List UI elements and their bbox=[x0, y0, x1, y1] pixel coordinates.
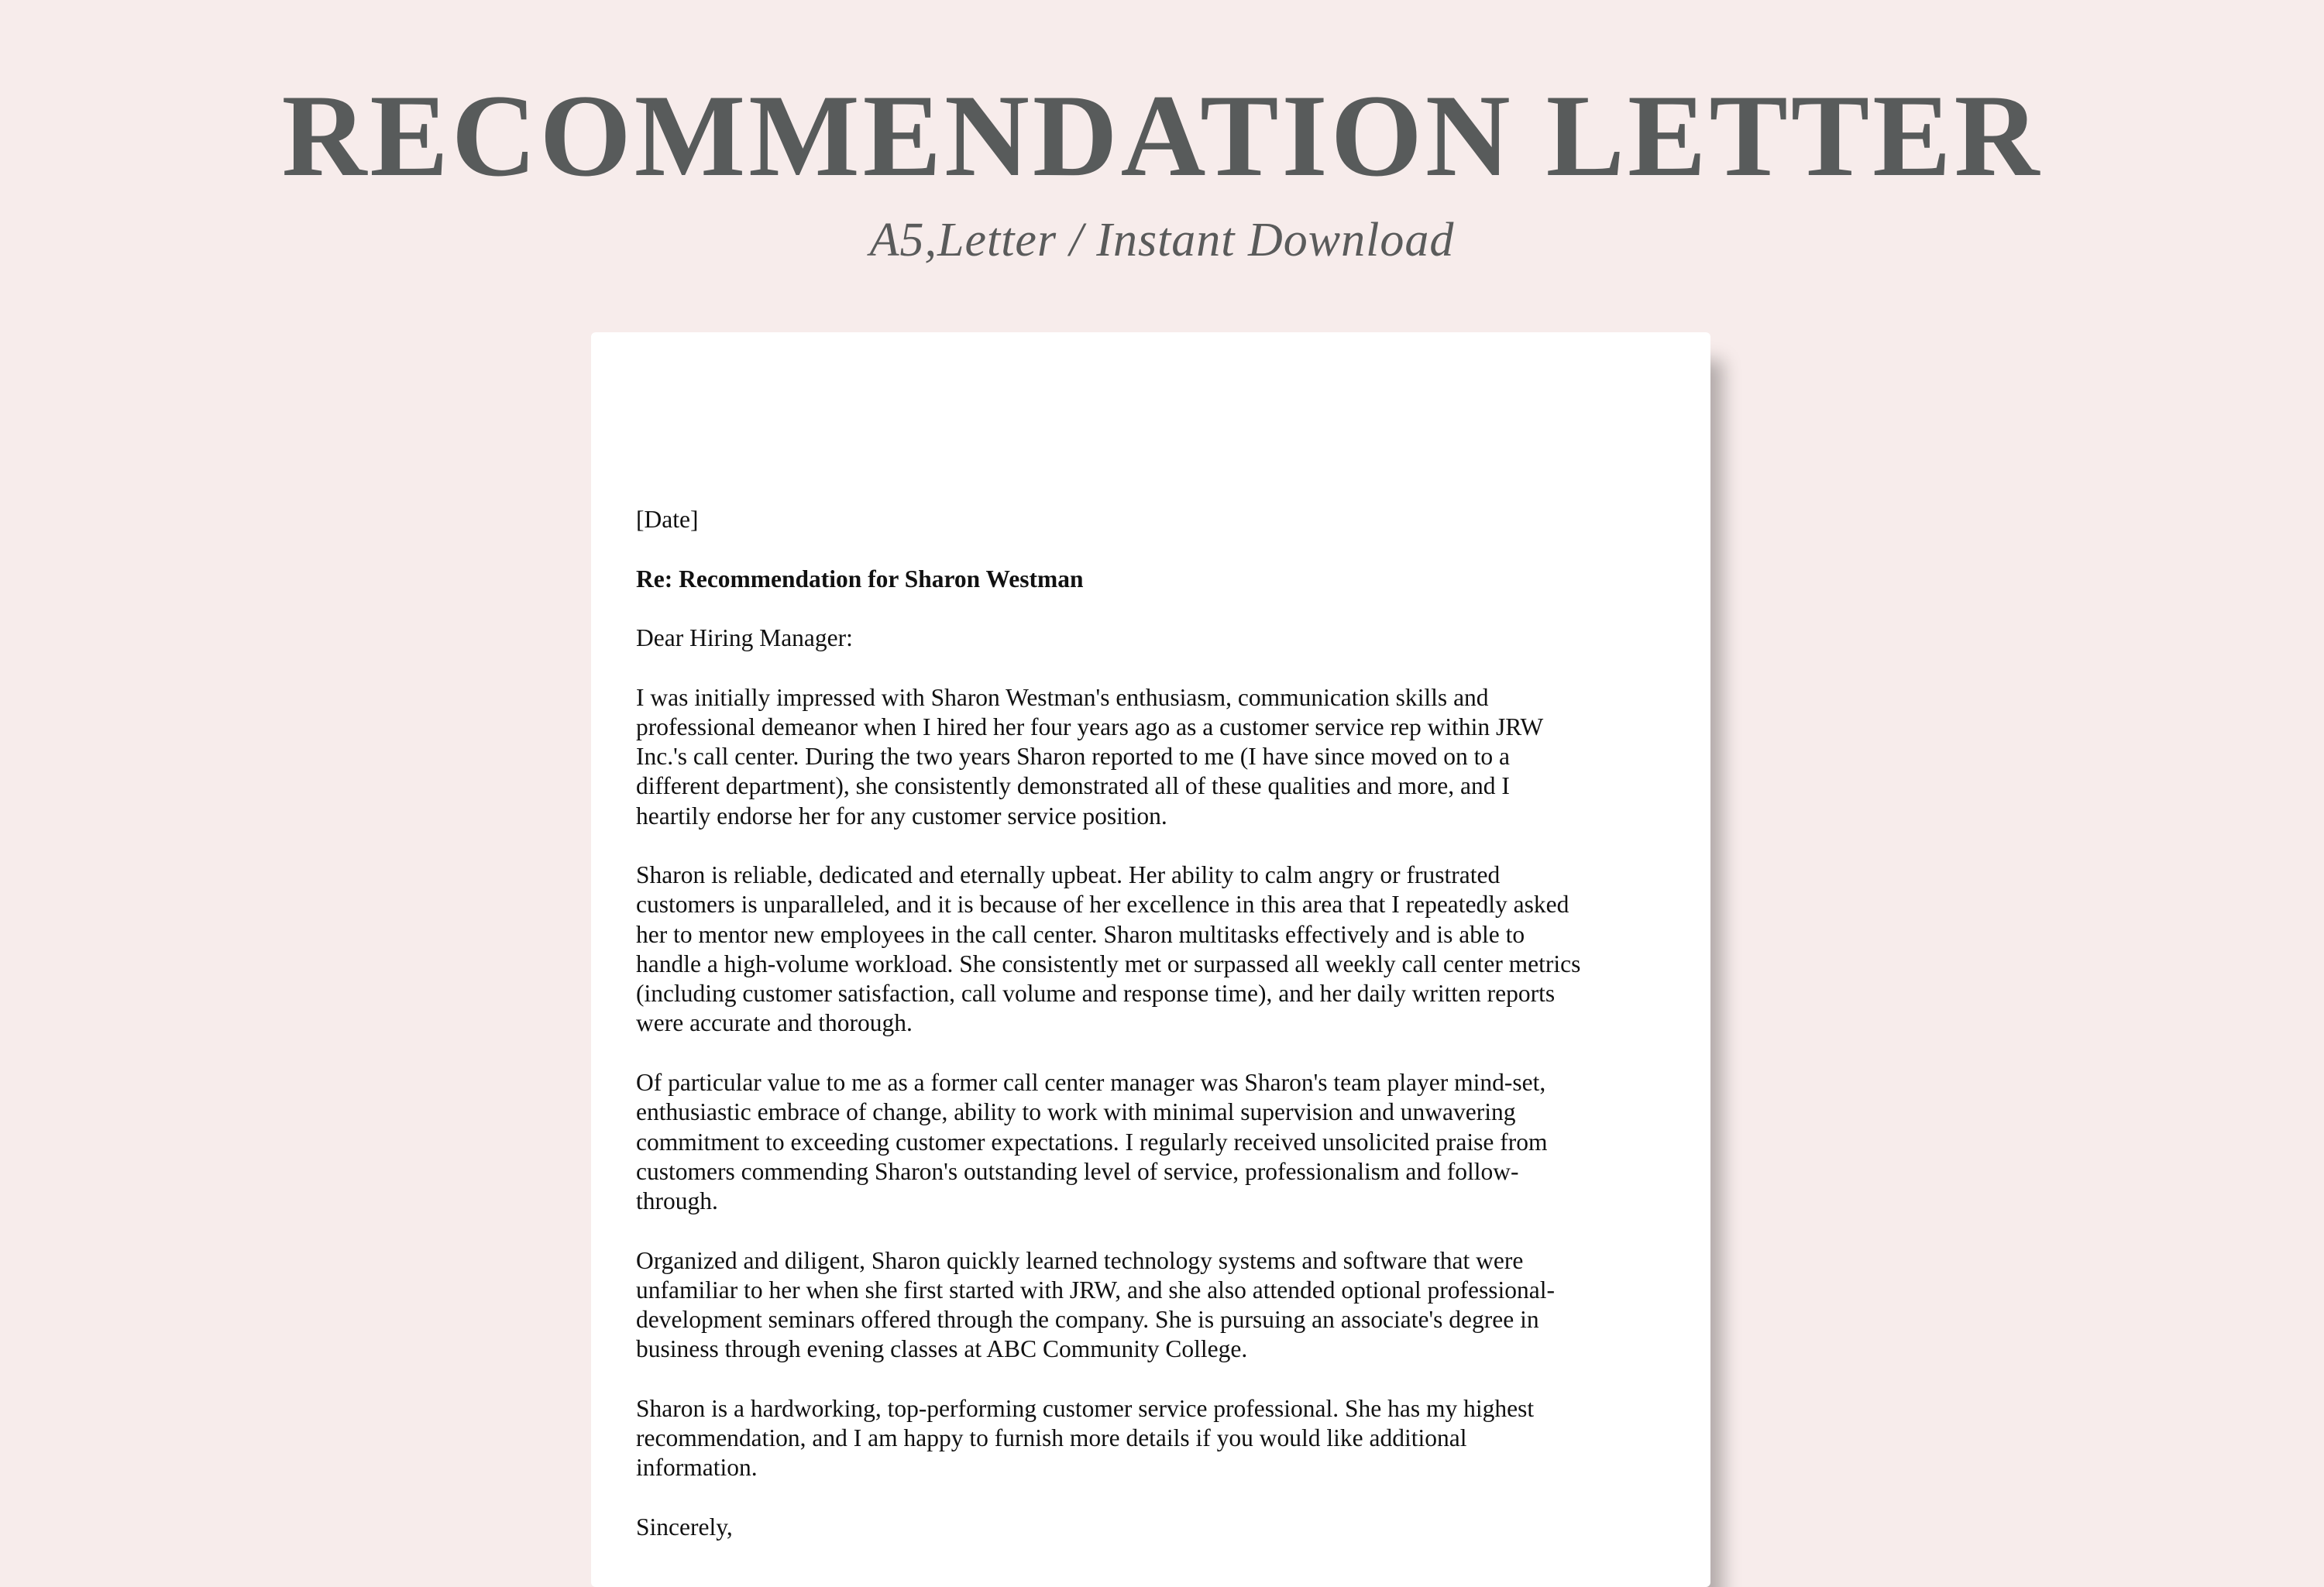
paragraph-line: heartily endorse her for any customer service position. bbox=[636, 802, 1167, 830]
paragraph-line: development seminars offered through the company. She is pursuing an associate's degree in bbox=[636, 1306, 1539, 1334]
paragraph-line: unfamiliar to her when she first started with JRW, and she also attended optional professional- bbox=[636, 1276, 1555, 1304]
paragraph-line: Inc.'s call center. During the two years Sharon reported to me (I have since moved on to a bbox=[636, 743, 1510, 771]
paragraph-line: handle a high-volume workload. She consistently met or surpassed all weekly call center metrics bbox=[636, 950, 1581, 977]
paragraph-line: enthusiastic embrace of change, ability to work with minimal supervision and unwavering bbox=[636, 1098, 1516, 1126]
paragraph-line: information. bbox=[636, 1454, 758, 1482]
paragraph-line: I was initially impressed with Sharon Westman's enthusiasm, communication skills and bbox=[636, 683, 1489, 711]
letter-paragraph bbox=[636, 1246, 1705, 1365]
paragraph-line: Organized and diligent, Sharon quickly learned technology systems and software that were bbox=[636, 1246, 1524, 1274]
paragraph-line: were accurate and thorough. bbox=[636, 1009, 913, 1037]
letter-closing: Sincerely, bbox=[636, 1513, 733, 1541]
letter-paragraph bbox=[636, 1394, 1705, 1483]
letter-date: [Date] bbox=[636, 506, 699, 533]
paragraph-line: customers commending Sharon's outstanding level of service, professionalism and follow- bbox=[636, 1157, 1519, 1185]
paragraph-line: business through evening classes at ABC Community College. bbox=[636, 1335, 1248, 1363]
letter-paragraph bbox=[636, 683, 1705, 831]
paragraph-line: through. bbox=[636, 1187, 718, 1215]
letter-page bbox=[591, 332, 1710, 1587]
paragraph-line: her to mentor new employees in the call center. Sharon multitasks effectively and is able to bbox=[636, 920, 1525, 948]
paragraph-line: Of particular value to me as a former call center manager was Sharon's team player mind-set, bbox=[636, 1068, 1546, 1096]
paragraph-line: Sharon is a hardworking, top-performing customer service professional. She has my highest bbox=[636, 1394, 1535, 1422]
letter-paragraphs bbox=[636, 683, 1705, 1483]
paragraph-line: customers is unparalleled, and it is because of her excellence in this area that I repeatedly asked bbox=[636, 891, 1569, 919]
paragraph-line: (including customer satisfaction, call volume and response time), and her daily written reports bbox=[636, 980, 1556, 1008]
letter-paragraph bbox=[636, 1068, 1705, 1216]
paragraph-line: Sharon is reliable, dedicated and eternally upbeat. Her ability to calm angry or frustrated bbox=[636, 861, 1501, 889]
letter-salutation: Dear Hiring Manager: bbox=[636, 624, 853, 652]
letter-body bbox=[636, 505, 1705, 1572]
letter-paragraph bbox=[636, 860, 1705, 1039]
paragraph-line: professional demeanor when I hired her four years ago as a customer service rep within JRW bbox=[636, 713, 1544, 740]
paragraph-line: recommendation, and I am happy to furnish more details if you would like additional bbox=[636, 1424, 1467, 1452]
paragraph-line: different department), she consistently demonstrated all of these qualities and more, and I bbox=[636, 772, 1510, 800]
paragraph-line: commitment to exceeding customer expectations. I regularly received unsolicited praise from bbox=[636, 1128, 1548, 1156]
letter-subject: Re: Recommendation for Sharon Westman bbox=[636, 565, 1084, 593]
page-title: RECOMMENDATION LETTER bbox=[281, 70, 2043, 201]
page-subtitle: A5,Letter / Instant Download bbox=[869, 214, 1455, 266]
